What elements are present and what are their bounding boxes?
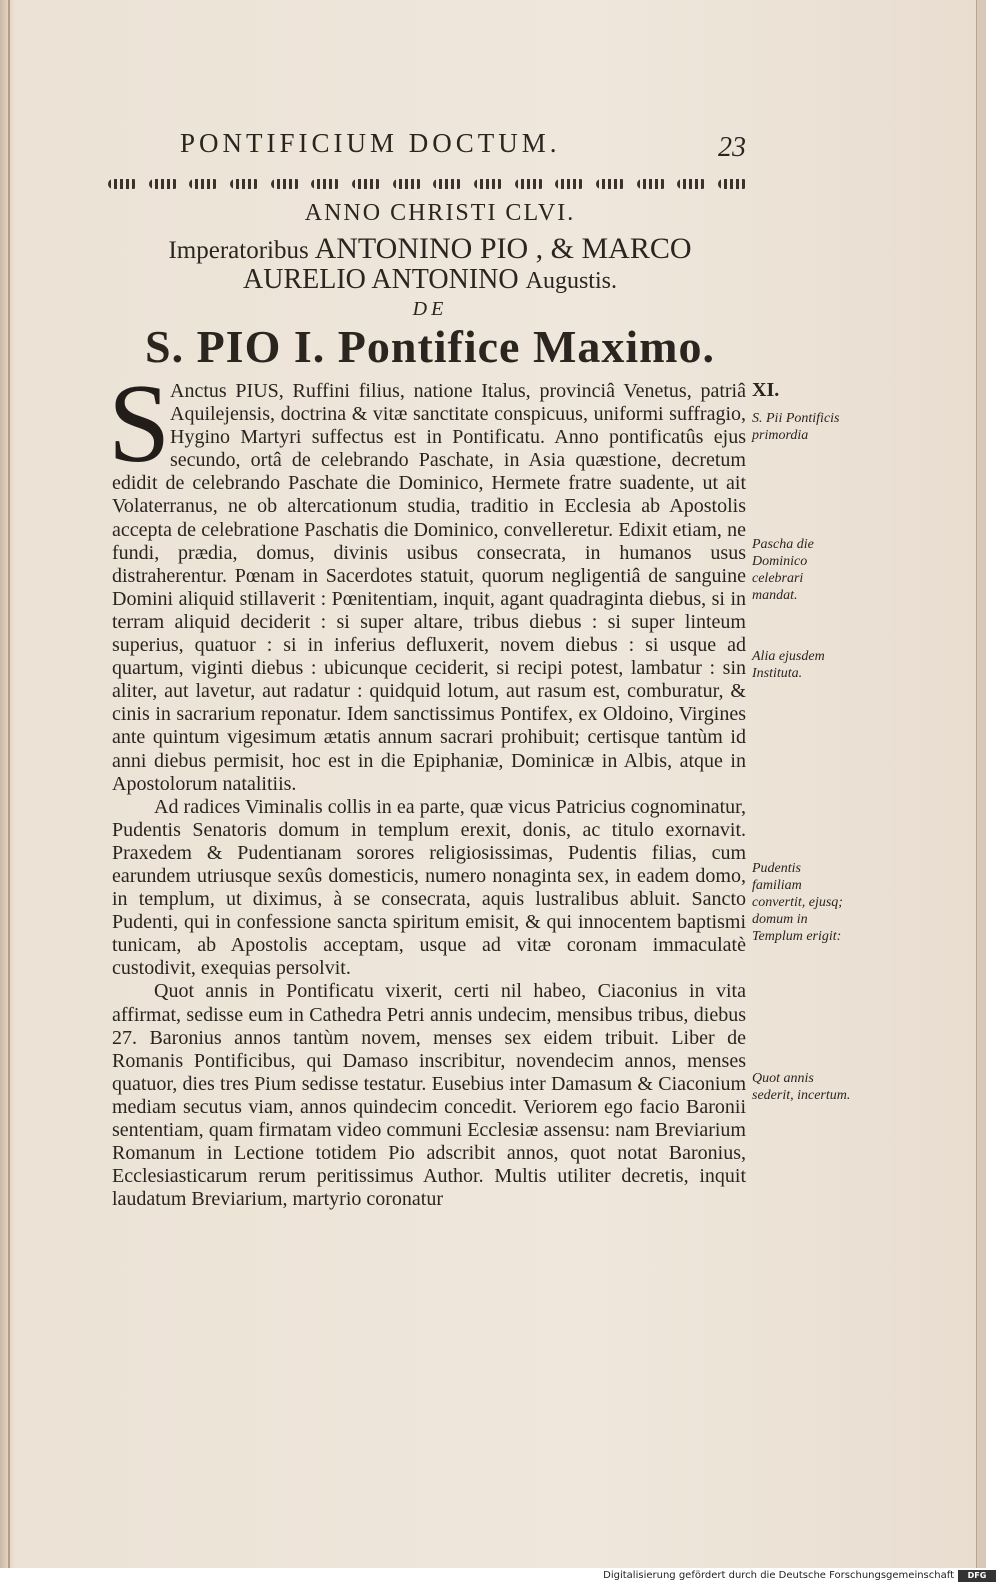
marginal-note-5: Quot annis sederit, incertum. (752, 1071, 851, 1103)
drop-capital: S (108, 362, 171, 486)
marginal-note-3: Alia ejusdem Instituta. (752, 649, 825, 681)
page-number: 23 (718, 132, 746, 163)
dfg-logo: DFG (958, 1570, 996, 1582)
paragraph-3: Quot annis in Pontificatu vixerit, certi nil habeo, Ciaconius in vita affirmat, sedisse eum in Cathedra Petri annis undecim, mensibus tribus, diebus 27. Baronius annos tantùm novem, menses sex eidem tribuit. Liber de Romanis Pontificibus, qui Damaso inscribitur, novendecim annos, menses quatuor, dies tres Pium sedisse testatur. Eusebius inter Damasum & Ciaconium mediam secutus viam, annos quindecim concedit. Veriorem ego facio Baronii sententiam, quam firmatam video communi Ecclesiæ assensu: nam Breviarium Romanum in Lectione totidem Pio adscribit annos, quot notat Baronius, Ecclesiasticarum rerum peritissimus Author. Multis utiliter decretis, inquit laudatum Breviarium, martyrio coronatur (112, 980, 746, 1211)
emperors-names-2: AURELIO ANTONINO (243, 264, 519, 295)
emperors-suffix: Augustis. (525, 268, 617, 294)
marginal-note-4: Pudentis familiam convertit, ejusq; domum in Templum erigit: (752, 861, 843, 944)
footer-bar (0, 1568, 1000, 1584)
emperors-line-1 (110, 232, 750, 266)
ornament-divider (108, 176, 748, 192)
marginal-note-2: Pascha die Dominico celebrari mandat. (752, 537, 814, 603)
paragraph-1 (112, 380, 746, 796)
section-number: XI. (752, 379, 780, 401)
year-line: ANNO CHRISTI CLVI. (304, 200, 576, 226)
paragraph-2: Ad radices Viminalis collis in ea parte, quæ vicus Patricius cognominatur, Pudentis Senatoris domum in templum erexit, donis, ac titulo exornavit. Praxedem & Pudentianam sorores religiosissimas, Pudentis filias, cum earundem utriusque sexûs domesticis, numero nonaginta sex, in eadem domo, in templum, ut diximus, à se consecrata, aquis lustralibus abluit. Sancto Pudenti, qui in confessione sancta spiritum emisit, & qui innocentem baptismi tunicam, ab Apostolis acceptam, usque ad vitæ coronam immaculatè custodivit, exequias persolvit. (112, 795, 746, 980)
funding-credit: Digitalisierung gefördert durch die Deutsche Forschungsgemeinschaft (603, 1570, 954, 1581)
running-title: PONTIFICIUM DOCTUM. (180, 128, 561, 158)
emperors-line-2 (110, 264, 750, 296)
chapter-heading: S. PIO I. Pontifice Maximo. (145, 321, 715, 372)
de-label: DE (412, 298, 448, 320)
paragraph-1-text: Anctus PIUS, Ruffini filius, natione Italus, provinciâ Venetus, patriâ Aquilejensis, doctrina & vitæ sanctitate conspicuus, uniformi suffragio, Hygino Martyri suffectus est in Pontificatu. Anno pontificatûs ejus secundo, ortâ de celebrando Paschate, in Asia quæstione, decretum edidit de celebrando Paschate die Dominico, Hermete fratre suadente, ut ait Volaterranus, ne ob altercationum studia, traditio in Ecclesia ab Apostolis accepta de celebratione Paschatis die Dominico, convelleretur. Edixit etiam, ne fundi, prædia, domus, divinis usibus consecrata, in humanos usus distraherentur. Pœnam in Sacerdotes statuit, quorum negligentiâ de sanguine Domini aliquid stillaverit : Pœnitentiam, inquit, agant quadraginta diebus, si in terram aliquid deciderit : si super altare, tribus diebus : si super linteum superius, quatuor : si in inferius defluxerit, novem diebus : si usque ad quartum, viginti diebus : ubicunque ceciderit, si recipi potest, lambatur : sin aliter, aut lavetur, aut radatur : quidquid lotum, aut rasum est, comburatur, & cinis in sacrarium reponatur. Idem sanctissimus Pontifex, ex Oldoino, Virgines ante quintum vigesimum ætatis annum sacrari prohibuit; certisque tantùm id anni diebus permisit, hoc est in die Epiphaniæ, Dominicæ in Albis, atque in Apostolorum natalitiis. (112, 380, 746, 795)
page-right-edge (976, 0, 986, 1568)
marginal-note-1: S. Pii Pontificis primordia (752, 411, 840, 443)
page-binding-edge (8, 0, 10, 1568)
emperors-names-1: ANTONINO PIO , & MARCO (314, 232, 692, 265)
emperors-prefix: Imperatoribus (168, 237, 309, 264)
body-text (112, 380, 746, 1211)
